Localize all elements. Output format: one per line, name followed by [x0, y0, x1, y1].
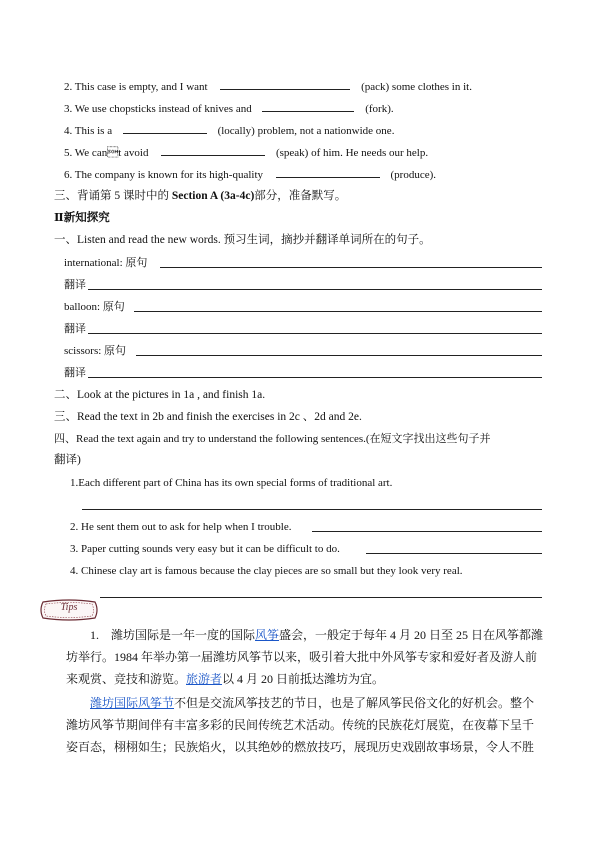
tips-text: 以 4 月 20 日前抵达潍坊为宜。	[222, 672, 385, 686]
kite-link[interactable]: 风筝	[255, 628, 280, 642]
tips-p2-line1	[90, 692, 534, 714]
exercise-text: 6. The company is known for its high-quality	[64, 169, 263, 181]
recite-suffix: 部分，准备默写。	[254, 190, 347, 202]
word-label: scissors:	[64, 345, 102, 357]
write-line[interactable]	[366, 553, 542, 554]
sentence-4: 4. Chinese clay art is famous because the clay pieces are so small but they look very real.	[70, 565, 463, 577]
orig-label: 原句	[104, 345, 127, 357]
answer-blank[interactable]	[262, 101, 354, 112]
exercise-text: 3. We use chopsticks instead of knives and	[64, 103, 252, 115]
trans-label: 翻译	[64, 367, 86, 379]
tips-label: Tips	[60, 602, 78, 613]
word-scissors	[64, 344, 126, 358]
tips-text: 盛会，一般定于每年 4 月 20 日至 25 日在风筝都潍	[279, 628, 544, 642]
answer-blank[interactable]	[161, 145, 265, 156]
tips-p1-line1	[90, 624, 543, 646]
task-4: 四、Read the text again and try to understand the following sentences.(在短文字找出这些句子并	[54, 433, 491, 445]
tips-p1-line3	[66, 668, 384, 690]
trans-row	[64, 278, 86, 292]
orig-label: 原句	[102, 301, 125, 313]
recite-prefix: 三、背诵第 5 课时中的	[54, 190, 172, 202]
answer-blank[interactable]	[276, 167, 380, 178]
recite-instruction	[54, 189, 346, 203]
exercise-text: 2. This case is empty, and I want	[64, 81, 208, 93]
word-label: balloon:	[64, 301, 101, 313]
trans-label: 翻译	[64, 279, 86, 291]
exercise-5	[64, 145, 428, 160]
tips-text: 来观赏、竞技和游览。	[66, 672, 187, 686]
sentence-text: 3. Paper cutting sounds very easy but it can be difficult to do.	[70, 543, 340, 555]
write-line[interactable]	[136, 355, 542, 356]
write-line[interactable]	[88, 377, 542, 378]
tips-p2-line2: 潍坊风筝节期间伴有丰富多彩的民间传统艺术活动。传统的民族花灯展览，在夜幕下呈千	[66, 718, 535, 732]
write-line[interactable]	[134, 311, 542, 312]
tips-p1-line2: 坊举行。1984 年举办第一届潍坊风筝节以来，吸引着大批中外风筝专家和爱好者及游人前	[66, 650, 538, 664]
orig-label: 原句	[125, 257, 148, 269]
exercise-hint: (speak) of him. He needs our help.	[275, 147, 429, 159]
task-4-cont: 翻译)	[54, 454, 81, 466]
recite-section: Section A (3a-4c)	[171, 190, 255, 202]
write-line[interactable]	[88, 289, 542, 290]
trans-row	[64, 322, 86, 336]
word-international	[64, 256, 147, 270]
task-3: 三、Read the text in 2b and finish the exercises in 2c 、2d and 2e.	[54, 411, 362, 423]
tips-text: 潍坊国际是一年一度的国际	[111, 628, 256, 642]
write-line[interactable]	[88, 333, 542, 334]
write-line[interactable]	[312, 531, 542, 532]
exercise-6	[64, 167, 436, 182]
write-line[interactable]	[100, 597, 542, 598]
exercise-3	[64, 101, 394, 116]
tips-p2-line3: 姿百态，栩栩如生；民族焰火，以其绝妙的燃放技巧，展现历史戏剧故事场景，令人不胜	[66, 740, 535, 754]
kite-festival-link[interactable]: 潍坊国际风筝节	[90, 696, 175, 710]
tips-text: 不但是交流风筝技艺的节日，也是了解风筝民俗文化的好机会。整个	[174, 696, 535, 710]
exercise-text: 5. We cant avoid	[64, 147, 149, 159]
word-label: international:	[64, 257, 123, 269]
exercise-hint: (locally) problem, not a nationwide one.	[217, 125, 395, 137]
tips-number: 1.	[90, 628, 99, 642]
sentence-3	[70, 542, 340, 556]
exercise-hint: (pack) some clothes in it.	[361, 81, 472, 93]
tips-badge	[40, 599, 98, 621]
section-title: Ⅱ新知探究	[54, 212, 110, 224]
trans-row	[64, 366, 86, 380]
answer-blank[interactable]	[220, 79, 350, 90]
sentence-text: 2. He sent them out to ask for help when I trouble.	[70, 521, 292, 533]
exercise-2	[64, 79, 472, 94]
word-balloon	[64, 300, 125, 314]
write-line[interactable]	[82, 509, 542, 510]
exercise-text: 4. This is a	[64, 125, 113, 137]
exercise-hint: (produce).	[390, 169, 437, 181]
sentence-1: 1.Each different part of China has its own special forms of traditional art.	[70, 477, 393, 489]
tourist-link[interactable]: 旅游者	[186, 672, 223, 686]
trans-label: 翻译	[64, 323, 86, 335]
sentence-2	[70, 520, 291, 534]
answer-blank[interactable]	[123, 123, 207, 134]
exercise-hint: (fork).	[365, 103, 394, 115]
task-2: 二、Look at the pictures in 1a , and finish 1a.	[54, 389, 266, 401]
exercise-4	[64, 123, 394, 138]
write-line[interactable]	[160, 267, 542, 268]
task-1: 一、Listen and read the new words. 预习生词，摘抄并翻译单词所在的句子。	[54, 234, 431, 246]
